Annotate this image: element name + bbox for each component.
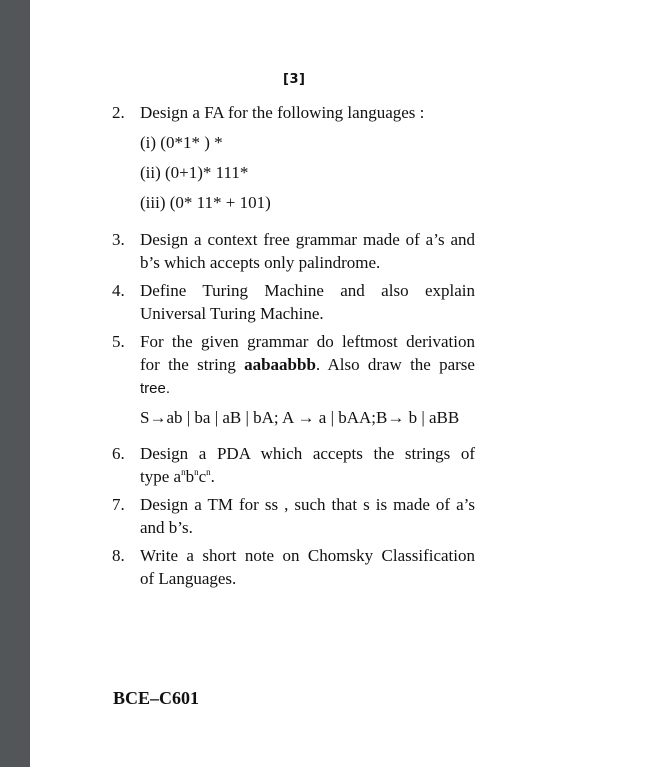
question-text-line: Define Turing Machine and also explain xyxy=(140,281,475,300)
question-text-line: For the given grammar do leftmost derivation xyxy=(140,332,475,351)
viewer-sidebar-strip xyxy=(0,0,30,767)
grammar-rules: S→ab | ba | aB | bA; A → a | bAA;B→ b | aBB xyxy=(140,408,460,427)
question-text-line: and b’s. xyxy=(140,518,193,537)
question-text-line xyxy=(140,465,475,488)
question-number: 2. xyxy=(112,103,125,122)
text-fragment: c xyxy=(198,467,207,486)
paper-code: BCE–C601 xyxy=(113,688,200,708)
text-fragment: . xyxy=(210,467,215,486)
superscript: n xyxy=(206,467,211,477)
question-number: 8. xyxy=(112,546,125,565)
question-text: Design a FA for the following languages : xyxy=(140,103,425,122)
text-fragment: tree. xyxy=(140,380,171,397)
question-number: 3. xyxy=(112,230,125,249)
question-2-part-i: (i) (0*1* ) * xyxy=(140,133,223,152)
question-number: 7. xyxy=(112,495,125,514)
question-text-line: Write a short note on Chomsky Classification xyxy=(140,546,475,565)
question-text-line: of Languages. xyxy=(140,569,237,588)
document-page xyxy=(30,0,662,767)
question-text-line: Universal Turing Machine. xyxy=(140,304,324,323)
text-fragment: for the string xyxy=(140,355,245,374)
superscript: n xyxy=(181,467,186,477)
question-text-line: Design a PDA which accepts the strings of xyxy=(140,444,475,463)
question-text-line: b’s which accepts only palindrome. xyxy=(140,253,381,272)
text-fragment: type a xyxy=(140,467,182,486)
text-fragment: . Also draw the parse xyxy=(315,355,475,374)
target-string: aabaabbb xyxy=(244,355,316,374)
question-text-line: Design a context free grammar made of a’s and xyxy=(140,230,475,249)
question-text-line: Design a TM for ss , such that s is made of a’s xyxy=(140,495,475,514)
page-number: [3] xyxy=(283,72,306,87)
question-number: 6. xyxy=(112,444,125,463)
text-fragment: b xyxy=(185,467,195,486)
superscript: n xyxy=(194,467,199,477)
question-number: 4. xyxy=(112,281,125,300)
question-text-line xyxy=(140,353,475,376)
question-text-line xyxy=(140,376,475,400)
question-2-part-iii: (iii) (0* 11* + 101) xyxy=(140,193,271,212)
question-2-part-ii: (ii) (0+1)* 111* xyxy=(140,163,249,182)
question-number: 5. xyxy=(112,332,125,351)
